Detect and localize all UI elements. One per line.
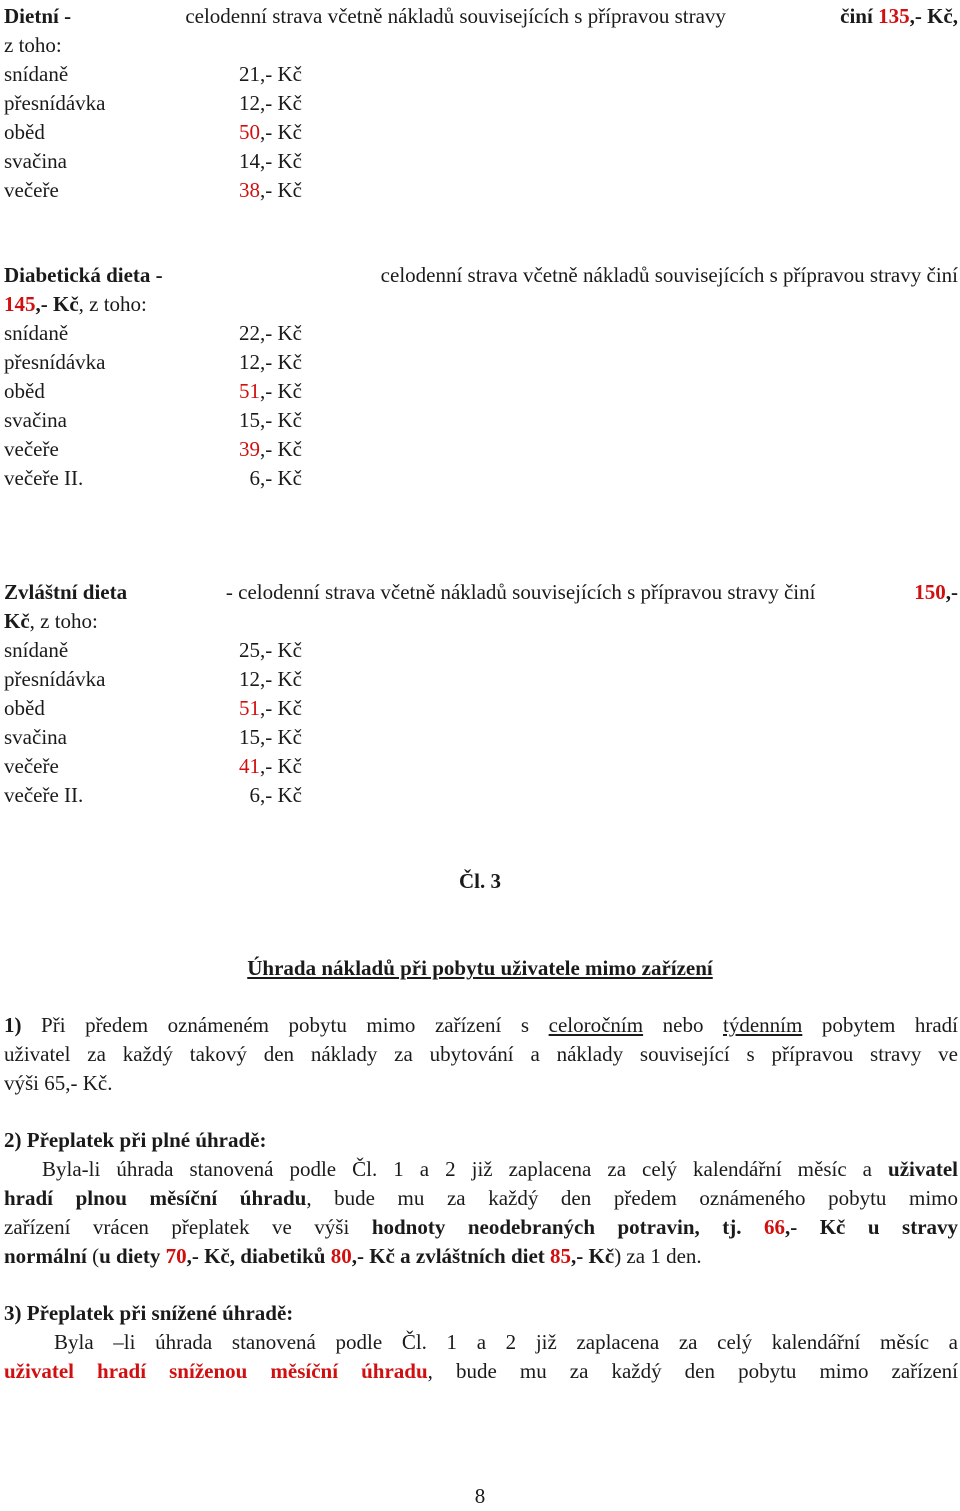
diet1-ztoho: z toho:	[4, 33, 62, 57]
diet-item-amount	[226, 176, 302, 205]
diet-item-label: oběd	[4, 696, 45, 720]
p2-l4f: , diabetiků	[229, 1244, 326, 1268]
diet-item-label: svačina	[4, 149, 67, 173]
diet-item-amount-value: 22	[239, 321, 261, 345]
p2-line3	[4, 1213, 958, 1242]
diet-item-amount	[226, 348, 302, 377]
p1-l1d: týdenním	[722, 1013, 803, 1037]
diet-item-amount-unit: ,- Kč	[260, 466, 302, 490]
diet2-price-suffix: ,- Kč	[35, 292, 79, 316]
p2-l4h: ,- Kč a zvláštních diet	[351, 1244, 545, 1268]
p2-line4	[4, 1242, 702, 1271]
p3-l2a: uživatel hradí sníženou měsíční úhradu	[4, 1359, 428, 1383]
p2-l1a: Byla-li úhrada stanovená podle Čl. 1 a 2 již zaplacena za celý kalendářní měsíc a	[42, 1157, 872, 1181]
diet2-ztoho: , z toho:	[78, 292, 147, 316]
p2-l3b: hodnoty neodebraných potravin, tj.	[371, 1215, 742, 1239]
diet-item-amount-unit: ,- Kč	[260, 667, 302, 691]
p2-line1	[42, 1155, 958, 1184]
diet2-price: 145	[4, 292, 36, 316]
p2-l4j: ,- Kč	[571, 1244, 615, 1268]
p1-line3: výši 65,- Kč.	[4, 1071, 113, 1095]
p1-l1c: nebo	[662, 1013, 704, 1037]
diet1-price-suffix: ,- Kč,	[909, 4, 958, 28]
p2-l2a: hradí plnou měsíční úhradu	[4, 1186, 307, 1210]
diet3-price-suffix: ,-	[945, 580, 958, 604]
p2-l3d: ,- Kč u stravy	[784, 1215, 959, 1239]
diet-item-amount-value: 15	[239, 725, 261, 749]
diet-item-amount-value: 15	[239, 408, 261, 432]
diet-item-amount	[226, 406, 302, 435]
diet3-kc: Kč	[4, 609, 30, 633]
diet-item-amount	[226, 319, 302, 348]
p2-l1b: uživatel	[888, 1157, 958, 1181]
p1-line1	[4, 1011, 958, 1040]
p3-heading: 3) Přeplatek při snížené úhradě:	[4, 1301, 294, 1325]
diet-item-label: přesnídávka	[4, 667, 106, 691]
diet-item-amount-value: 25	[239, 638, 261, 662]
page-number: 8	[474, 1484, 486, 1508]
diet-item-label: přesnídávka	[4, 91, 106, 115]
diet-item-amount	[226, 377, 302, 406]
p2-l4d: 70	[165, 1244, 187, 1268]
p2-l2b: , bude mu za každý den předem oznámeného pobytu mimo	[306, 1186, 958, 1210]
p2-l4g: 80	[330, 1244, 352, 1268]
diet-item-amount-unit: ,- Kč	[260, 379, 302, 403]
diet1-desc: celodenní strava včetně nákladů souvisejících s přípravou stravy	[185, 4, 726, 28]
diet-item-amount	[226, 694, 302, 723]
diet-item-amount-unit: ,- Kč	[260, 638, 302, 662]
diet-item-label: večeře II.	[4, 783, 84, 807]
diet3-header-line	[4, 578, 958, 607]
diet-item-amount	[226, 723, 302, 752]
p1-line2: uživatel za každý takový den náklady za ubytování a náklady související s přípravou stravy ve	[4, 1042, 958, 1066]
article-heading: Úhrada nákladů při pobytu uživatele mimo zařízení	[247, 956, 713, 980]
diet1-price-group	[840, 2, 958, 31]
diet-item-label: snídaně	[4, 638, 69, 662]
diet-item-amount	[226, 636, 302, 665]
diet-item-amount-unit: ,- Kč	[260, 178, 302, 202]
p3-line1: Byla –li úhrada stanovená podle Čl. 1 a 2 již zaplacena za celý kalendářní měsíc a	[54, 1330, 958, 1354]
diet-item-amount-value: 38	[239, 178, 261, 202]
diet-item-label: svačina	[4, 408, 67, 432]
diet-item-label: večeře II.	[4, 466, 84, 490]
diet3-price-group	[914, 578, 958, 607]
diet-item-label: svačina	[4, 725, 67, 749]
diet-item-label: večeře	[4, 178, 59, 202]
diet-item-label: večeře	[4, 437, 59, 461]
diet-item-amount-unit: ,- Kč	[260, 149, 302, 173]
diet-item-amount	[226, 89, 302, 118]
p2-heading: 2) Přeplatek při plné úhradě:	[4, 1128, 267, 1152]
diet-item-amount-value: 6	[249, 466, 261, 490]
diet-item-amount-value: 51	[239, 379, 261, 403]
diet-item-label: oběd	[4, 379, 45, 403]
diet-item-amount-unit: ,- Kč	[260, 62, 302, 86]
diet3-title: Zvláštní dieta	[4, 580, 128, 604]
p1-l1a: Při předem oznámeném pobytu mimo zařízení s	[41, 1013, 530, 1037]
diet-item-amount	[226, 665, 302, 694]
diet-item-label: večeře	[4, 754, 59, 778]
diet-item-amount-unit: ,- Kč	[260, 725, 302, 749]
diet3-ztoho: , z toho:	[29, 609, 98, 633]
diet-item-amount	[226, 435, 302, 464]
diet1-price: 135	[878, 4, 910, 28]
diet-item-label: oběd	[4, 120, 45, 144]
diet-item-label: snídaně	[4, 62, 69, 86]
p2-l4k: ) za 1 den.	[614, 1244, 702, 1268]
diet-item-amount-value: 21	[239, 62, 261, 86]
diet-item-amount-value: 41	[239, 754, 261, 778]
diet-item-amount-value: 51	[239, 696, 261, 720]
p2-l3c: 66	[763, 1215, 785, 1239]
diet1-header-line	[4, 2, 958, 31]
p1-l1e: pobytem hradí	[821, 1013, 959, 1037]
diet-item-amount-value: 50	[239, 120, 261, 144]
diet-item-amount-unit: ,- Kč	[260, 754, 302, 778]
diet1-title: Dietní -	[4, 4, 72, 28]
p3-l2b: , bude mu za každý den pobytu mimo zařízení	[427, 1359, 958, 1383]
article-number: Čl. 3	[459, 869, 501, 893]
diet-item-label: přesnídávka	[4, 350, 106, 374]
p3-line2	[4, 1357, 958, 1386]
diet-item-amount	[226, 752, 302, 781]
diet-item-amount-value: 12	[239, 350, 261, 374]
diet2-price-line	[4, 290, 147, 319]
diet-item-amount	[226, 147, 302, 176]
p2-l4i: 85	[550, 1244, 572, 1268]
diet2-title: Diabetická dieta -	[4, 263, 163, 287]
p2-l4c: u diety	[99, 1244, 161, 1268]
diet-item-amount	[226, 60, 302, 89]
p1-num: 1)	[4, 1013, 22, 1037]
diet-item-amount-value: 6	[249, 783, 261, 807]
diet3-price: 150	[914, 580, 946, 604]
diet3-kc-line	[4, 607, 98, 636]
diet-item-amount-unit: ,- Kč	[260, 91, 302, 115]
diet2-desc: celodenní strava včetně nákladů souvisejících s přípravou stravy činí	[380, 263, 958, 287]
diet-item-amount-unit: ,- Kč	[260, 408, 302, 432]
p2-l4e: ,- Kč	[186, 1244, 230, 1268]
diet3-desc: - celodenní strava včetně nákladů souvisejících s přípravou stravy činí	[225, 580, 816, 604]
diet-item-amount-value: 12	[239, 91, 261, 115]
diet-item-amount	[226, 464, 302, 493]
diet-item-amount-value: 14	[239, 149, 261, 173]
diet-item-amount-unit: ,- Kč	[260, 696, 302, 720]
diet-item-amount-unit: ,- Kč	[260, 437, 302, 461]
diet-item-amount	[226, 781, 302, 810]
diet-item-amount-unit: ,- Kč	[260, 120, 302, 144]
p2-l4a: normální	[4, 1244, 87, 1268]
diet-item-label: snídaně	[4, 321, 69, 345]
diet-item-amount-value: 12	[239, 667, 261, 691]
diet-item-amount-unit: ,- Kč	[260, 350, 302, 374]
diet-item-amount	[226, 118, 302, 147]
p2-line2	[4, 1184, 958, 1213]
diet-item-amount-value: 39	[239, 437, 261, 461]
diet2-header-line	[4, 261, 958, 290]
diet-item-amount-unit: ,- Kč	[260, 783, 302, 807]
diet1-cini: činí	[840, 4, 873, 28]
p1-l1b: celoročním	[548, 1013, 644, 1037]
diet-item-amount-unit: ,- Kč	[260, 321, 302, 345]
p2-l3a: zařízení vrácen přeplatek ve výši	[4, 1215, 350, 1239]
p2-l4b: (	[92, 1244, 100, 1268]
